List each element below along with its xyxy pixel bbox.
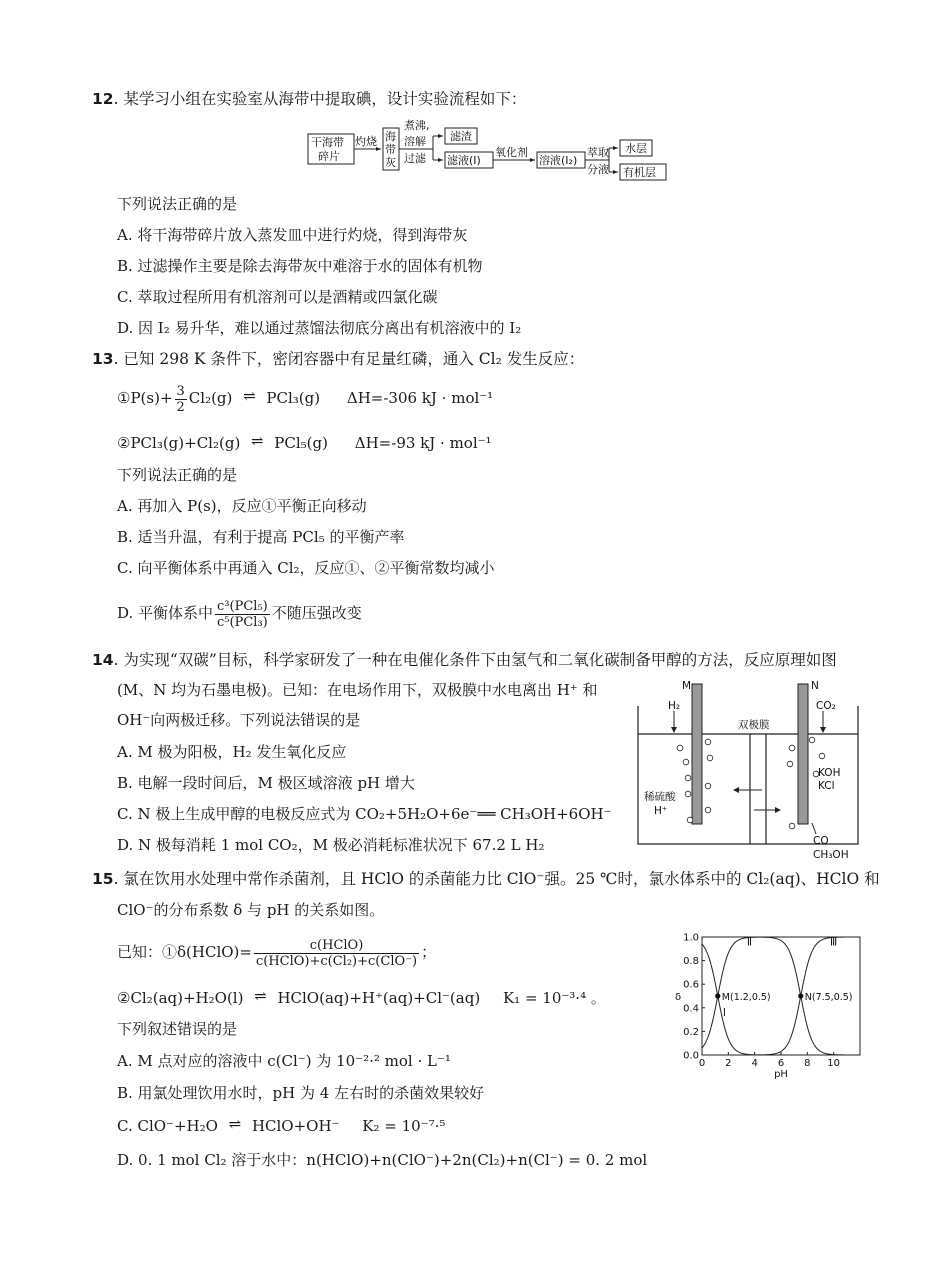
y-tick-label: 0.4 bbox=[683, 1003, 699, 1015]
question-12-option-d[interactable]: D. 因 I₂ 易升华，难以通过蒸馏法彻底分离出有机溶液中的 I₂ bbox=[117, 319, 522, 337]
equilibrium-arrow-icon: ⇌ bbox=[243, 387, 256, 405]
y-tick-label: 0.2 bbox=[683, 1026, 699, 1038]
electrolysis-cell-diagram bbox=[636, 678, 866, 861]
y-tick-label: 0.0 bbox=[683, 1050, 699, 1062]
label-kcl: KCl bbox=[818, 780, 835, 792]
flow-box4: 滤液(Ⅰ) bbox=[447, 154, 481, 167]
curve-label-2: Ⅱ bbox=[746, 936, 752, 949]
flow-box2-line2: 带 bbox=[385, 143, 396, 156]
flow-arrow2-label1: 煮沸, bbox=[404, 119, 430, 132]
question-14-stem-line3: OH⁻向两极迁移。下列说法错误的是 bbox=[117, 711, 361, 729]
curve-label-1: Ⅰ bbox=[722, 1007, 726, 1020]
question-12-option-b[interactable]: B. 过滤操作主要是除去海带灰中难溶于水的固体有机物 bbox=[117, 257, 483, 275]
question-15-option-a[interactable]: A. M 点对应的溶液中 c(Cl⁻) 为 10⁻²·² mol · L⁻¹ bbox=[117, 1052, 451, 1070]
known-condition-1: 已知：①δ(HClO)= $\frac{\text{c(HClO)}}{\text{c(HClO)+c(Cl₂)+c(ClO⁻)}}$ ； bbox=[117, 937, 437, 969]
x-tick-label: 10 bbox=[827, 1058, 841, 1069]
question-12-option-a[interactable]: A. 将干海带碎片放入蒸发皿中进行灼烧，得到海带灰 bbox=[117, 226, 468, 244]
y-axis-label: δ bbox=[674, 992, 682, 1003]
question-15-stem: 15. 氯在饮用水处理中常作杀菌剂，且 HClO 的杀菌能力比 ClO⁻强。25 ℃时，氯水体系中的 Cl₂(aq)、HClO 和 bbox=[92, 870, 880, 888]
y-tick-label: 0.8 bbox=[683, 956, 699, 968]
y-tick-label: 1.0 bbox=[683, 932, 699, 944]
question-14-option-b[interactable]: B. 电解一段时间后，M 极区域溶液 pH 增大 bbox=[117, 774, 415, 792]
y-tick-label: 0.6 bbox=[683, 979, 699, 991]
question-number: 12 bbox=[92, 90, 114, 108]
label-ch3oh: CH₃OH bbox=[813, 849, 849, 861]
x-tick-label: 0 bbox=[698, 1058, 706, 1069]
question-13-prompt: 下列说法正确的是 bbox=[117, 466, 238, 484]
question-13-option-a[interactable]: A. 再加入 P(s)，反应①平衡正向移动 bbox=[117, 497, 367, 515]
question-15-option-b[interactable]: B. 用氯处理饮用水时，pH 为 4 左右时的杀菌效果较好 bbox=[117, 1084, 485, 1102]
question-13-option-c[interactable]: C. 向平衡体系中再通入 Cl₂，反应①、②平衡常数均减小 bbox=[117, 559, 495, 577]
fraction-three-halves: $\frac{3}{2}$ bbox=[176, 383, 185, 415]
label-koh: KOH bbox=[818, 767, 841, 779]
distribution-coefficient-fraction: $\frac{\text{c(HClO)}}{\text{c(HClO)+c(Cl₂)+c(ClO⁻)}}$ bbox=[255, 937, 418, 969]
flow-arrow4-label2: 分液 bbox=[587, 163, 609, 176]
point-m bbox=[715, 993, 720, 998]
flow-arrow1-label: 灼烧 bbox=[355, 135, 377, 148]
label-h2: H₂ bbox=[668, 700, 681, 712]
x-tick-label: 6 bbox=[777, 1058, 785, 1069]
concentration-ratio: $\frac{\text{c³(PCl₅)}}{\text{c⁵(PCl₃)}}$ bbox=[217, 598, 268, 630]
label-h-plus: H⁺ bbox=[654, 805, 668, 817]
point-label-n: N(7.5,0.5) bbox=[804, 992, 853, 1003]
flow-arrow2-label3: 过滤 bbox=[404, 152, 426, 165]
question-15-option-c[interactable]: C. ClO⁻+H₂O ⇌ HClO+OH⁻ K₂ = 10⁻⁷·⁵ bbox=[117, 1111, 445, 1141]
question-14-option-d[interactable]: D. N 极每消耗 1 mol CO₂，M 极必消耗标准状况下 67.2 L H₂ bbox=[117, 836, 545, 854]
question-14-option-a[interactable]: A. M 极为阳极，H₂ 发生氧化反应 bbox=[117, 743, 347, 761]
question-number: 13 bbox=[92, 350, 114, 368]
question-14-option-c[interactable]: C. N 极上生成甲醇的电极反应式为 CO₂+5H₂O+6e⁻══ CH₃OH+6OH⁻ bbox=[117, 805, 612, 823]
question-15-option-d[interactable]: D. 0. 1 mol Cl₂ 溶于水中：n(HClO)+n(ClO⁻)+2n(Cl₂)+n(Cl⁻) = 0. 2 mol bbox=[117, 1151, 648, 1169]
reaction-1: ①P(s)+ $\frac{3}{2}$ Cl₂(g) ⇌ PCl₃(g) ΔH=-306 kJ · mol⁻¹ bbox=[117, 383, 493, 415]
question-13-option-d[interactable]: D. 平衡体系中 $\frac{\text{c³(PCl₅)}}{\text{c⁵(PCl₃)}}$ 不随压强改变 bbox=[117, 598, 362, 630]
flow-arrow2-label2: 溶解 bbox=[404, 135, 426, 148]
x-axis-label: pH bbox=[774, 1069, 788, 1080]
electrode-m bbox=[692, 684, 702, 824]
distribution-coefficient-chart bbox=[666, 925, 866, 1085]
point-label-m: M(1.2,0.5) bbox=[721, 992, 771, 1003]
question-13-option-b[interactable]: B. 适当升温，有利于提高 PCl₅ 的平衡产率 bbox=[117, 528, 405, 546]
question-number: 14 bbox=[92, 651, 114, 669]
label-membrane: 双极膜 bbox=[738, 719, 770, 731]
iodine-extraction-flowchart bbox=[305, 118, 675, 184]
label-n: N bbox=[811, 680, 819, 692]
question-number: 15 bbox=[92, 870, 114, 888]
label-acid: 稀硫酸 bbox=[644, 791, 676, 803]
question-12-option-c[interactable]: C. 萃取过程所用有机溶剂可以是酒精或四氯化碳 bbox=[117, 288, 438, 306]
question-12-stem: 12. 某学习小组在实验室从海带中提取碘，设计实验流程如下： bbox=[92, 90, 527, 108]
question-15-stem-line2: ClO⁻的分布系数 δ 与 pH 的关系如图。 bbox=[117, 901, 385, 919]
flow-box2-line1: 海 bbox=[385, 130, 396, 143]
label-co2: CO₂ bbox=[816, 700, 836, 712]
flow-box2-line3: 灰 bbox=[385, 156, 396, 169]
x-tick-label: 2 bbox=[725, 1058, 732, 1069]
curve-label-3: Ⅲ bbox=[830, 936, 838, 949]
x-tick-label: 8 bbox=[804, 1058, 811, 1069]
flow-box6: 水层 bbox=[625, 142, 647, 155]
flow-arrow3-label: 氧化剂 bbox=[495, 146, 528, 159]
flow-box5: 溶液(I₂) bbox=[539, 154, 578, 167]
label-m: M bbox=[682, 680, 692, 692]
question-15-prompt: 下列叙述错误的是 bbox=[117, 1020, 238, 1038]
flow-box1-line1: 干海带 bbox=[311, 136, 344, 149]
question-14-stem: 14. 为实现“双碳”目标，科学家研发了一种在电催化条件下由氢气和二氧化碳制备甲醇的方法，反应原理如图 bbox=[92, 651, 837, 669]
x-tick-label: 4 bbox=[751, 1058, 758, 1069]
flow-box7: 有机层 bbox=[623, 166, 656, 179]
question-12-prompt: 下列说法正确的是 bbox=[117, 195, 238, 213]
equilibrium-arrow-icon: ⇌ bbox=[251, 432, 264, 450]
equilibrium-arrow-icon: ⇌ bbox=[228, 1115, 242, 1133]
flow-box1-line2: 碎片 bbox=[318, 150, 340, 163]
label-co: CO bbox=[813, 835, 829, 847]
flow-box3: 滤渣 bbox=[450, 130, 472, 143]
electrode-n bbox=[798, 684, 808, 824]
equilibrium-arrow-icon: ⇌ bbox=[254, 987, 267, 1005]
question-13-stem: 13. 已知 298 K 条件下，密闭容器中有足量红磷，通入 Cl₂ 发生反应： bbox=[92, 350, 585, 368]
point-n bbox=[798, 993, 803, 998]
flow-arrow4-label1: 萃取 bbox=[587, 146, 609, 159]
known-condition-2: ②Cl₂(aq)+H₂O(l) ⇌ HClO(aq)+H⁺(aq)+Cl⁻(aq) K₁ = 10⁻³·⁴ 。 bbox=[117, 983, 606, 1013]
question-14-stem-line2: (M、N 均为石墨电极)。已知：在电场作用下，双极膜中水电离出 H⁺ 和 bbox=[117, 681, 598, 699]
reaction-2: ②PCl₃(g)+Cl₂(g) ⇌ PCl₅(g) ΔH=-93 kJ · mol⁻¹ bbox=[117, 428, 492, 458]
